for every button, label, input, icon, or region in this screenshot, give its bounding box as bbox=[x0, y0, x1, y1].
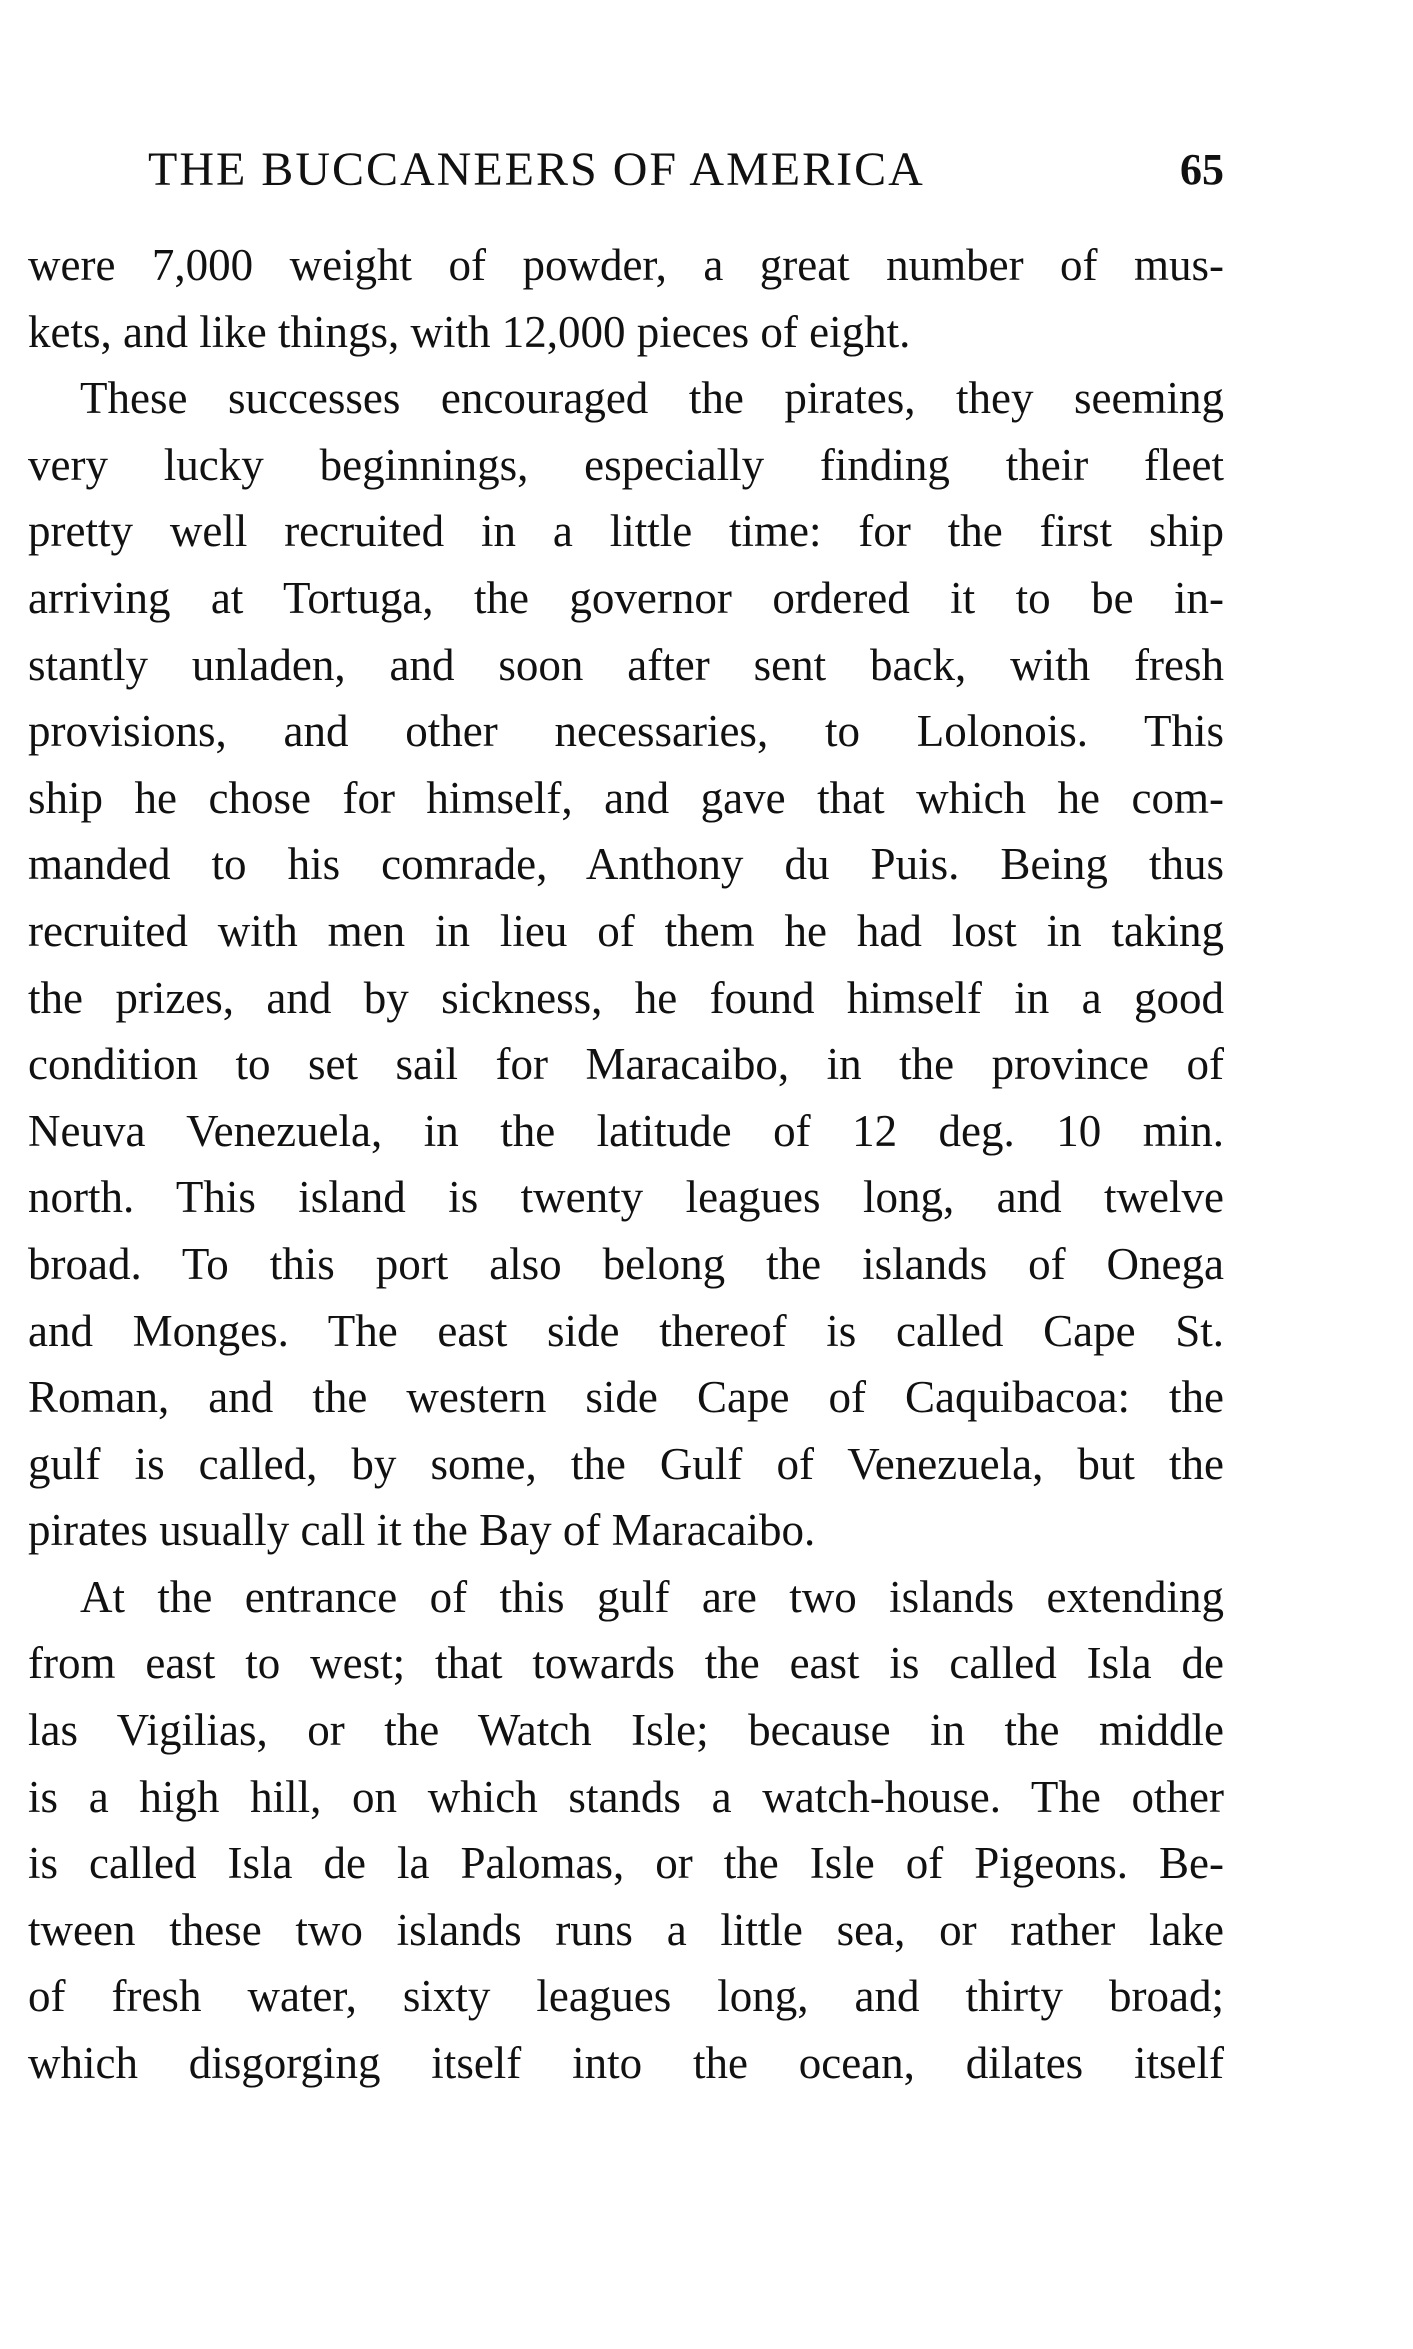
text-line: stantly unladen, and soon after sent back, with fresh bbox=[28, 639, 1224, 690]
paragraph-first-line: At the entrance of this gulf are two islands extending bbox=[80, 1571, 1224, 1622]
text-line: provisions, and other necessaries, to Lolonois. This bbox=[28, 706, 1224, 757]
text-line: recruited with men in lieu of them he had lost in taking bbox=[28, 905, 1224, 956]
body-text bbox=[28, 232, 1224, 2097]
text-line: pirates usually call it the Bay of Maracaibo. bbox=[28, 1505, 816, 1556]
text-line: and Monges. The east side thereof is called Cape St. bbox=[28, 1305, 1224, 1356]
text-line: Roman, and the western side Cape of Caquibacoa: the bbox=[28, 1372, 1224, 1423]
text-line: arriving at Tortuga, the governor ordered it to be in- bbox=[28, 572, 1224, 623]
text-line: is called Isla de la Palomas, or the Isle of Pigeons. Be- bbox=[28, 1838, 1224, 1889]
text-line: very lucky beginnings, especially finding their fleet bbox=[28, 439, 1224, 490]
text-line: tween these two islands runs a little sea, or rather lake bbox=[28, 1904, 1224, 1955]
text-line: pretty well recruited in a little time: for the first ship bbox=[28, 506, 1224, 557]
text-line: from east to west; that towards the east is called Isla de bbox=[28, 1638, 1224, 1689]
page-number: 65 bbox=[1180, 145, 1224, 194]
text-line: broad. To this port also belong the islands of Onega bbox=[28, 1238, 1224, 1289]
text-line: condition to set sail for Maracaibo, in the province of bbox=[28, 1039, 1224, 1090]
text-line: manded to his comrade, Anthony du Puis. Being thus bbox=[28, 839, 1224, 890]
running-head bbox=[148, 140, 1224, 200]
text-line: kets, and like things, with 12,000 pieces of eight. bbox=[28, 306, 911, 357]
text-line: of fresh water, sixty leagues long, and thirty broad; bbox=[28, 1971, 1224, 2022]
text-line: las Vigilias, or the Watch Isle; because in the middle bbox=[28, 1705, 1224, 1756]
paragraph-first-line: These successes encouraged the pirates, they seeming bbox=[80, 373, 1224, 424]
text-line: ship he chose for himself, and gave that which he com- bbox=[28, 772, 1224, 823]
text-line: gulf is called, by some, the Gulf of Venezuela, but the bbox=[28, 1438, 1224, 1489]
text-line: which disgorging itself into the ocean, dilates itself bbox=[28, 2038, 1224, 2089]
text-line: were 7,000 weight of powder, a great number of mus- bbox=[28, 240, 1224, 290]
text-line: north. This island is twenty leagues long, and twelve bbox=[28, 1172, 1224, 1223]
text-line: Neuva Venezuela, in the latitude of 12 deg. 10 min. bbox=[28, 1105, 1224, 1156]
text-line: is a high hill, on which stands a watch-house. The other bbox=[28, 1771, 1224, 1822]
running-title: THE BUCCANEERS OF AMERICA bbox=[148, 143, 925, 196]
text-line: the prizes, and by sickness, he found himself in a good bbox=[28, 972, 1224, 1023]
